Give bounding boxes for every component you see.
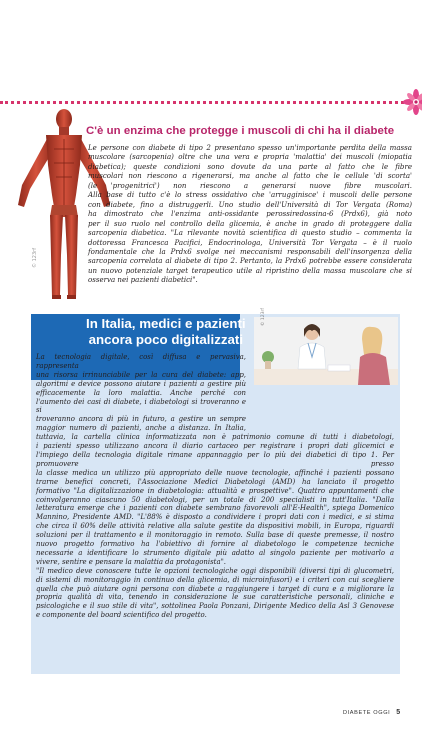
text-line: l'impiego della tecnologia digitale rimane appannaggio per lo più dei diabetici di tipo 1. Per promuovere presso	[36, 450, 394, 468]
text-line: diabetica); queste condizioni sono dovute da una parte al fatto che le fibre	[88, 161, 412, 171]
text-line: (le 'progenitrici') non riescono a generarsi nuove fibre muscolari.	[88, 180, 412, 190]
text-line: muscolari non riescono a rigenerarsi, ma anche al fatto che le cellule 'di scorta'	[88, 171, 412, 181]
text-line: necessarie a identificare lo strumento digitale più adatto al singolo paziente per motivarlo a	[36, 548, 394, 557]
text-line: per il suo ruolo nel controllo della glicemia, è anche in grado di proteggere dalla	[88, 218, 412, 228]
text-line: troveranno ancora di più in futuro, a gestire un sempre	[36, 415, 246, 424]
top-dotted-rule	[0, 101, 410, 104]
text-line: ha dimostrato che l'enzima anti-ossidante perossiredossina-6 (Prdx6), già noto	[88, 209, 412, 219]
magazine-name: DIABETE OGGI	[343, 710, 391, 716]
text-line: un nuovo potenziale target terapeutico utile al ripristino della massa muscolare che si	[88, 265, 412, 275]
text-line: fondamentale che la Prdx6 svolge nei meccanismi responsabili dell'insorgenza della	[88, 246, 412, 256]
text-line: propria qualità di vita, tenendo in considerazione le sue caratteristiche personali, cliniche e	[36, 593, 394, 602]
article-title-digitalizzazione	[86, 316, 246, 348]
text-line: maggior numero di pazienti, anche a distanza. In Italia,	[36, 424, 246, 433]
flower-ornament-icon	[402, 88, 422, 116]
text-line: "Il medico deve conoscere tutte le opzioni tecnologiche oggi disponibili (diversi tipi di glucometri,	[36, 566, 394, 575]
text-line: di sistemi di monitoraggio in continuo della glicemia, di microinfusori) e i criteri con cui scegliere	[36, 575, 394, 584]
text-line: Le persone con diabete di tipo 2 presentano spesso un'importante perdita della massa	[88, 143, 412, 152]
article-body-digitalizzazione	[36, 353, 394, 620]
page-number: 5	[396, 709, 401, 716]
image-credit: © 123rf	[32, 248, 38, 268]
text-line: tuttavia, la cartella clinica informatizzata non è patrimonio comune di tutti i diabetologi,	[36, 433, 394, 442]
text-line: che circa il 60% delle attività relative alla salute gestite da dispositivi mobili, in Europa, riguardi	[36, 522, 394, 531]
article-body-enzima	[78, 143, 412, 285]
text-line: l'aumento dei casi di diabete, i diabetologi si troveranno e si	[36, 397, 246, 415]
text-line: sarcopenia diabetica. "La rilevante novità scientifica di questo studio – commenta la	[88, 228, 412, 238]
text-line: la classe medica un utilizzo più appropriato delle nuove tecnologie, affinché i pazienti possano	[36, 468, 394, 477]
text-line: La tecnologia digitale, così diffusa e pervasiva, rappresenta	[36, 353, 246, 370]
text-line: trarne benefici concreti, l'Associazione Medici Diabetologi (AMD) ha lanciato il progetto	[36, 477, 394, 486]
text-line: Alla base di tutto c'è lo stress ossidativo che 'arrugginisce' i muscoli delle persone	[88, 190, 412, 200]
text-line: muscolare (sarcopenia) oltre che una vera e propria 'malattia' dei muscoli (miopatia	[88, 152, 412, 162]
title-line: ancora poco digitalizzati	[88, 331, 244, 347]
text-line: algoritmi e device possono aiutare i pazienti a gestire più	[36, 379, 246, 388]
text-line: letteratura emerge che i pazienti con diabete sembrano favorevoli all'E-Health", spiega Domenico	[36, 504, 394, 513]
paragraph	[78, 190, 412, 285]
text-line: dottoressa Francesca Pacifici, Endocrinologa, Università Tor Vergata – è il ruolo	[88, 237, 412, 247]
article-title-enzima: C'è un enzima che protegge i muscoli di chi ha il diabete	[86, 125, 395, 137]
text-line: osserva nei pazienti diabetici".	[88, 275, 198, 285]
text-line: sarcopenia correlata al diabete di tipo 2. Pertanto, la Prdx6 potrebbe essere considerata	[88, 256, 412, 266]
text-line: Mannino, Presidente AMD. "L'88% è disposto a condividere i propri dati con i medici, e si stima	[36, 513, 394, 522]
image-credit: © 123rf	[261, 308, 266, 326]
text-line: i pazienti spesso utilizzano ancora il diario cartaceo per registrare i propri dati glicemici e	[36, 442, 394, 451]
title-line: In Italia, medici e pazienti	[86, 316, 246, 331]
text-line: nuovo progetto formativo ha l'obiettivo di fornire al diabetologo le competenze tecniche	[36, 540, 394, 549]
text-line: soluzioni per il trattamento e il monitoraggio in remoto. Sulla base di queste premesse, il nostro	[36, 531, 394, 540]
text-line: efficacemente la loro malattia. Anche perché con	[36, 388, 246, 397]
text-line: e componente del board scientifico del progetto.	[36, 611, 207, 620]
text-line: una risorsa irrinunciabile per la cura del diabete: app,	[36, 370, 246, 379]
text-line: coinvolgeranno ciascuno 50 diabetologi, per un totale di 200 specialisti in tutt'Italia. "Dalla	[36, 495, 394, 504]
text-line: quella che può aiutare ogni persona con diabete a raggiungere i target di cura e a migliorare la	[36, 584, 394, 593]
page-footer	[343, 709, 401, 716]
text-line: psicologiche e il suo stile di vita", sottolinea Paola Ponzani, Dirigente Medico della Asl 3 Genovese	[36, 602, 394, 611]
text-line: vivere, sentire e pensare la malattia da protagonista".	[36, 557, 227, 566]
paragraph	[78, 143, 412, 190]
text-line: con diabete, fino a distruggerli. Uno studio dell'Università di Tor Vergata (Roma)	[88, 199, 412, 209]
text-line: formativo "La digitalizzazione in diabetologia: attualità e prospettive". Quattro appuntamenti che	[36, 486, 394, 495]
